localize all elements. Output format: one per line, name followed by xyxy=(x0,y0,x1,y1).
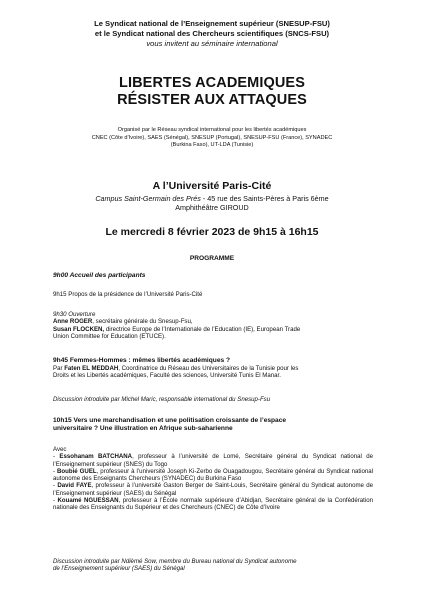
discussion-line-1: Discussion introduite par Ndièmé Sow, membre du Bureau national du Syndicat autonome xyxy=(53,558,297,565)
venue-title: A l’Université Paris-Cité xyxy=(152,180,272,192)
speaker-name: Anne ROGER xyxy=(53,318,93,326)
title-line-1: LIBERTES ACADEMIQUES xyxy=(119,75,305,91)
discussion-line-2: de l’Enseignement supérieur (SAES) du Sénégal xyxy=(53,565,185,573)
invitation-header xyxy=(30,19,394,49)
opening-speaker-roger xyxy=(53,318,373,325)
avec-label: Avec xyxy=(53,446,67,453)
organizers-block xyxy=(40,127,384,150)
marketisation-title-line-1: 10h15 Vers une marchandisation et une politisation croissante de l’espace xyxy=(53,417,287,424)
speaker-batchana: - Essohanam BATCHANA, professeur à l’université de Lomé, Secrétaire général du Syndicat national de l’Enseignement supérieur (SNES) du Togo xyxy=(53,453,374,468)
venue-address: - 45 rue des Saints-Pères à Paris 6ème xyxy=(200,194,329,203)
gender-discussion: Discussion introduite par Michel Maric, responsable international du Snesup-Fsu xyxy=(53,396,271,403)
speaker-role-continued: Droits et les Libertés académiques, Faculté des sciences, Université Tunis El Manar. xyxy=(53,372,281,380)
organizers-line-2: CNEC (Côte d’Ivoire), SAES (Sénégal), SNESUP (Portugal), SNESUP-FSU (France), SYNADEC xyxy=(91,134,333,141)
opening-time: 9h30 Ouverture xyxy=(53,311,96,318)
speaker-name: Faten EL MEDDAH xyxy=(64,365,119,372)
speaker-role-continued: Union Committee for Education (ETUCE). xyxy=(53,332,166,340)
header-line-snesup: Le Syndicat national de l’Enseignement supérieur (SNESUP-FSU) xyxy=(94,19,330,28)
programme-item-welcome: 9h00 Accueil des participants xyxy=(53,272,146,279)
speaker-guel: - Boubié GUEL, professeur à l’université Joseph Ki-Zerbo de Ouagadougou, Secrétaire général du Syndicat national autonome des Enseignants Chercheurs (SYNADEC) du Burkina Faso xyxy=(53,467,373,483)
speaker-faye: - David FAYE, professeur à l’université Gaston Berger de Saint-Louis, Secrétaire général du Syndicat autonome de l’Enseignement supérieur (SAES) du Sénégal xyxy=(53,482,373,497)
opening-speaker-flocken xyxy=(53,326,373,333)
programme-heading: PROGRAMME xyxy=(189,255,235,262)
speaker-role: , professeur à l’université Gaston Berger de Saint-Louis, Secrétaire général du Syndicat autonome de l’Enseignement supérieur (SAES) du Sénégal xyxy=(53,482,373,497)
title-line-2: RÉSISTER AUX ATTAQUES xyxy=(117,91,307,108)
organizers-line-1: Organisé par le Réseau syndical international pour les libertés académiques xyxy=(117,127,307,133)
event-date: Le mercredi 8 février 2023 de 9h15 à 16h15 xyxy=(105,226,319,238)
venue-campus: Campus Saint-Germain des Prés xyxy=(95,194,201,203)
speaker-nguessan: - Kouamé NGUESSAN, professeur à l’École normale supérieure d’Abidjan, Secrétaire général de la Confédération nationale des Enseignants du Supérieur et des Chercheurs (CNEC) de Côte d’Ivoire xyxy=(53,497,373,512)
speaker-name: Essohanam BATCHANA xyxy=(59,453,133,461)
speaker-role: , professeur à l’université de Lomé, Secrétaire général du Syndicat national de l’Enseignement supérieur (SNES) du Togo xyxy=(53,453,374,468)
speaker-role: , professeur à l’université Joseph Ki-Zerbo de Ouagadougou, Secrétaire général du Syndicat national autonome des Enseignants Chercheurs (SYNADEC) du Burkina Faso xyxy=(53,467,373,483)
speaker-role: , professeur à l’École normale supérieure d’Abidjan, Secrétaire général de la Confédération nationale des Enseignants du Supérieur et des Chercheurs (CNEC) de Côte d’Ivoire xyxy=(53,497,373,512)
marketisation-discussion xyxy=(53,558,373,573)
speaker-role: directrice Europe de l’Internationale de l’Education (IE), European Trade xyxy=(104,325,301,333)
programme-item-gender xyxy=(53,357,373,380)
venue-block xyxy=(30,194,394,212)
speaker-name: Kouamé NGUESSAN xyxy=(57,497,119,505)
speaker-role: , Coordinatrice du Réseau des Universitaires de la Tunisie pour les xyxy=(118,365,299,372)
speaker-role: , secrétaire générale du Snesup-Fsu, xyxy=(92,318,193,326)
programme-item-marketisation xyxy=(53,417,373,433)
seminar-title xyxy=(30,75,394,108)
header-line-invite: vous invitent au séminaire international xyxy=(146,39,278,48)
gender-session-title: 9h45 Femmes-Hommes : mêmes libertés académiques ? xyxy=(53,357,231,364)
by-label: Par xyxy=(53,365,65,372)
venue-address-line xyxy=(30,194,394,203)
speaker-name: Boubié GUEL xyxy=(57,467,97,475)
marketisation-speakers xyxy=(53,446,373,512)
speaker-name: David FAYE xyxy=(57,482,92,490)
organizers-line-3: (Burkina Faso), UT-LDA (Tunisie) xyxy=(170,142,254,149)
venue-room: Amphithéâtre GIROUD xyxy=(175,203,249,212)
marketisation-title-line-2: universitaire ? Une illustration en Afrique sub-saharienne xyxy=(53,425,233,432)
speaker-name: Susan FLOCKEN, xyxy=(53,325,105,333)
programme-item-presidency: 9h15 Propos de la présidence de l’Université Paris-Cité xyxy=(53,291,203,298)
programme-item-opening xyxy=(53,311,373,340)
gender-speaker xyxy=(53,365,373,372)
header-line-sncs: et le Syndicat national des Chercheurs scientifiques (SNCS-FSU) xyxy=(94,29,330,38)
